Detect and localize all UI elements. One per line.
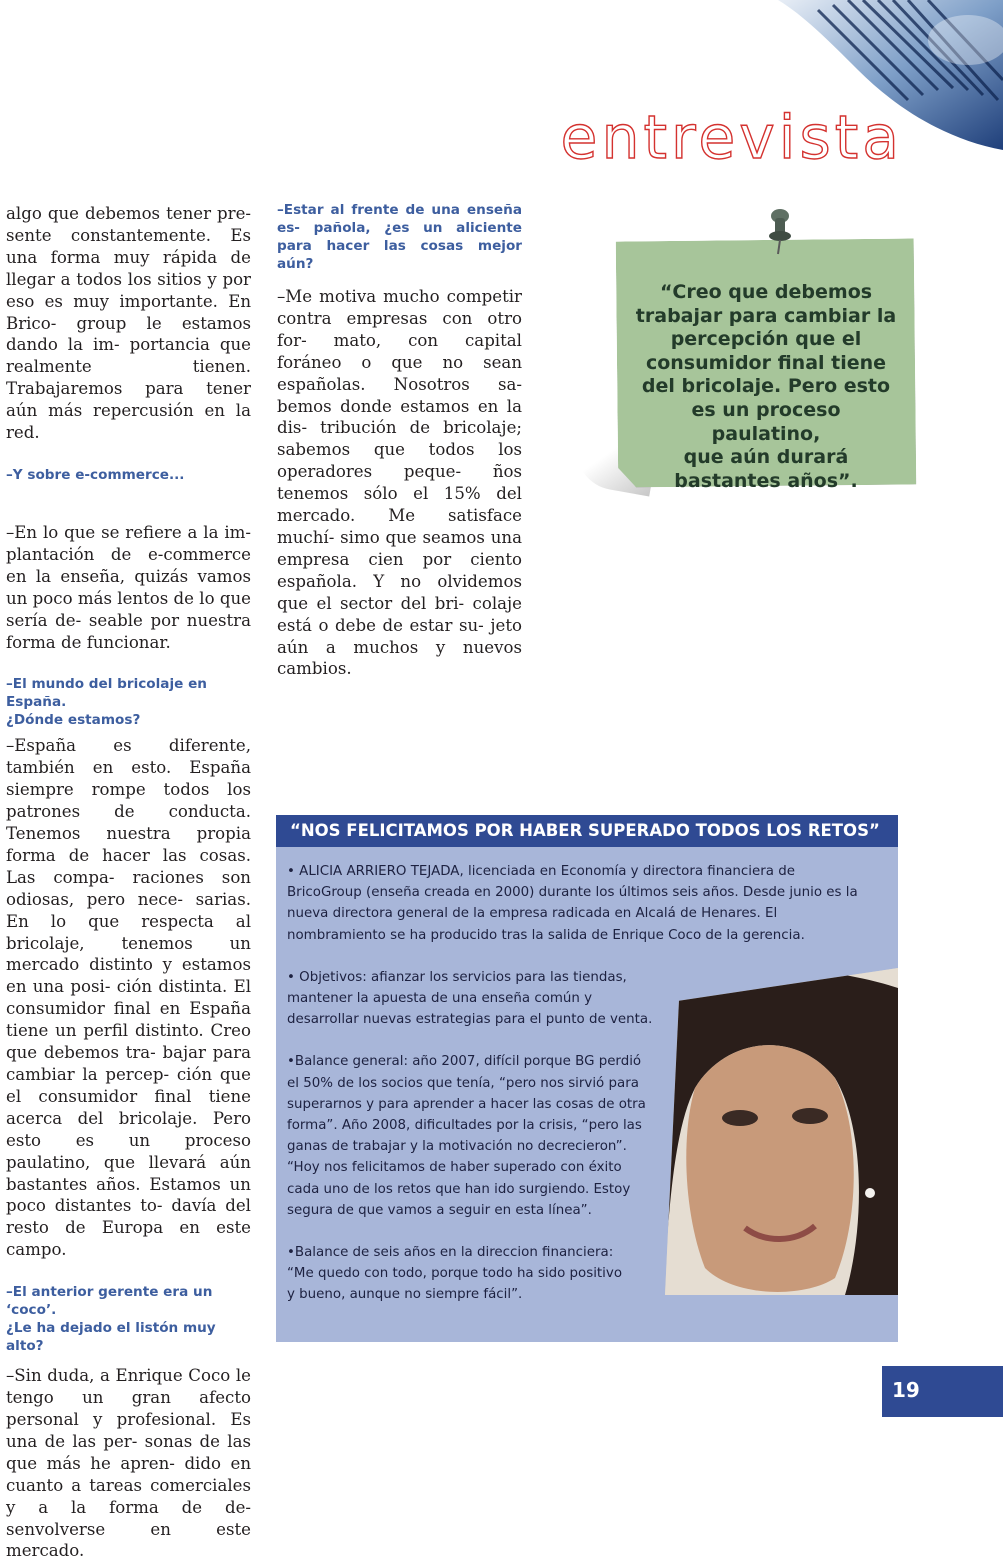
- interview-question: –Estar al frente de una enseña es- pañola, ¿es un aliciente para hacer las cosas mejor aún?: [277, 202, 522, 272]
- article-column-2: [277, 201, 522, 680]
- paragraph: –España es diferente, también en esto. España siempre rompe todos los patrones de conducta. Tenemos nuestra propia forma de hacer las cosas. Las compa- raciones son odiosas, pero nece- sarias. En lo que respecta al bricolaje, tenemos un mercado distinto y estamos en una posi- ción distinta. El consumidor final en España tiene un perfil distinto. Creo que debemos tra- bajar para cambiar la percep- ción que el consumidor final tiene acerca del bricolaje. Pero esto es un proceso paulatino, que llevará aún bastantes años. Estamos un poco distantes to- davía del resto de Europa en este campo.: [6, 736, 252, 1260]
- box-paragraph: • ALICIA ARRIERO TEJADA, licenciada en Economía y directora financiera de BricoGroup (enseña creada en 2000) durante los últimos seis años. Desde junio es la nueva directora general de la empresa radicada en Alcalá de Henares. El nombramiento se ha producido tras la salida de Enrique Coco de la gerencia.: [287, 864, 858, 943]
- pull-quote: “Creo que debemos trabajar para cambiar la percepción que el consumidor final tiene del bricolaje. Pero esto es un proceso paulatino, que aún durará bastantes años”.: [635, 281, 897, 492]
- box-title: “NOS FELICITAMOS POR HABER SUPERADO TODOS LOS RETOS”: [276, 815, 898, 847]
- paragraph: –Sin duda, a Enrique Coco le tengo un gran afecto personal y profesional. Es una de las per- sonas de las que más he apren- dido en cuanto a tareas comerciales y a la forma de de- senvolverse en este mercado.: [6, 1366, 252, 1561]
- article-column-1: [6, 203, 251, 1562]
- paragraph: –Me motiva mucho competir contra empresas con otro for- mato, con capital foráneo o que no sean españolas. Nosotros sa- bemos donde estamos en la dis- tribución de bricolaje; sabemos que todos los operadores peque- ños tenemos sólo el 15% del mercado. Me satisface muchí- simo que seamos una empresa cien por ciento española. Y no olvidemos que el sector del bri- colaje está o debe de estar su- jeto aún a muchos y nuevos cambios.: [277, 287, 523, 679]
- box-paragraph: • Objetivos: afianzar los servicios para las tiendas, mantener la apuesta de una enseña común y desarrollar nuevas estrategias para el punto de venta.: [287, 969, 653, 1028]
- box-paragraph: •Balance de seis años en la direccion financiera: “Me quedo con todo, porque todo ha sido positivo y bueno, aunque no siempre fácil”.: [287, 1245, 623, 1303]
- box-paragraph: •Balance general: año 2007, difícil porque BG perdió el 50% de los socios que tenía, “pero nos sirvió para superarnos y para aprender a hacer las cosas de otra forma”. Año 2008, dificultades por la crisis, “pero las ganas de trabajar y la motivación no decrecieron”. “Hoy nos felicitamos de haber superado con éxito cada uno de los retos que han ido surgiendo. Estoy segura de que vamos a seguir en esta línea”.: [287, 1054, 646, 1218]
- interview-question: –Y sobre e-commerce...: [6, 466, 185, 483]
- paragraph: –En lo que se refiere a la im- plantación de e-commerce en la enseña, quizás vamos un poco más lentos de lo que sería de- seable por nuestra forma de funcionar.: [6, 522, 252, 652]
- interview-question: –El mundo del bricolaje en España. ¿Dónde estamos?: [6, 676, 207, 729]
- page-number: 19: [892, 1378, 920, 1402]
- pushpin-icon: [760, 206, 800, 256]
- paragraph: algo que debemos tener pre- sente constantemente. Es una forma muy rápida de llegar a todos los sitios y por eso es muy importante. En Brico- group le estamos dando la im- portancia que realmente tienen. Trabajaremos para tener aún más repercusión en la red.: [6, 204, 252, 443]
- interview-question: –El anterior gerente era un ‘coco’. ¿Le ha dejado el listón muy alto?: [6, 1284, 216, 1355]
- section-title: entrevista: [560, 103, 903, 173]
- box-text: [287, 861, 887, 1327]
